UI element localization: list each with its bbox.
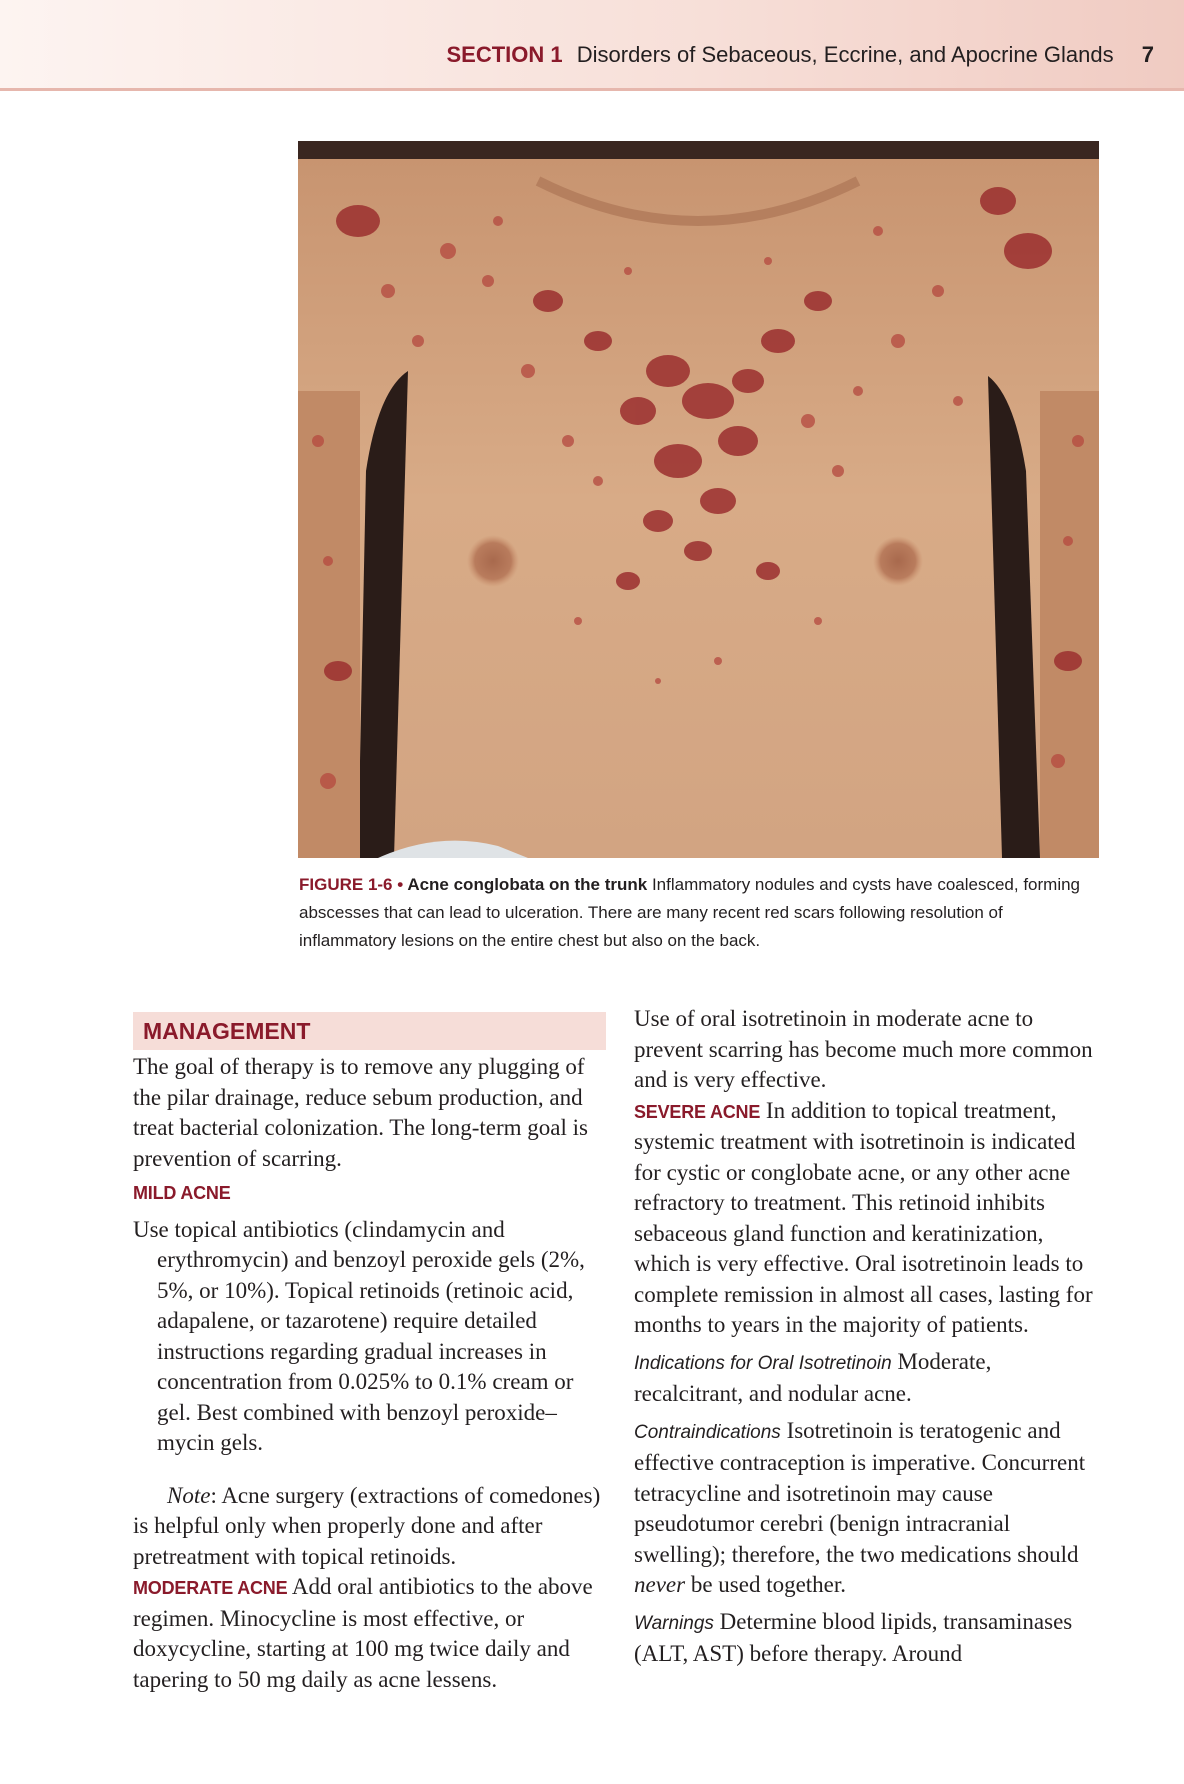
moderate-acne-heading: MODERATE ACNE [133,1578,288,1598]
indications-text: Moderate, recalcitrant, and nodular acne. [634,1348,992,1406]
note-label: Note [167,1482,211,1508]
mild-acne-heading: MILD ACNE [133,1183,231,1203]
figure-caption [299,871,1099,955]
note-paragraph [133,1481,606,1573]
contraindications-paragraph [634,1416,1104,1601]
severe-acne-heading: SEVERE ACNE [634,1101,761,1122]
severe-acne-text: In addition to topical treatment, systemic treatment with isotretinoin is indicated for cystic or conglobate acne, or any other acne refractory to treatment. This retinoid inhibits sebaceous gland function and keratinization, which is very effective. Oral isotretinoin leads to complete remission in almost all cases, lasting for months to years in the majority of patients. [634,1097,1093,1337]
indications-heading: Indications for Oral Isotretinoin [634,1352,892,1374]
running-head [447,42,1155,68]
moderate-acne-text: Add oral antibiotics to the above regimen. Minocycline is most effective, or doxycycline, starting at 100 mg twice daily and tapering to 50 mg daily as acne lessens. [133,1574,593,1692]
management-heading: MANAGEMENT [133,1012,606,1050]
warnings-text: Determine blood lipids, transaminases (ALT, AST) before therapy. Around [634,1608,1073,1666]
right-column [634,1004,1104,1670]
contraindications-text-after: be used together. [685,1572,847,1597]
section-label: SECTION 1 [446,42,563,67]
note-text: : Acne surgery (extractions of comedones) is helpful only when properly done and after pretreatment with topical retinoids. [133,1482,601,1569]
page-number: 7 [1141,42,1154,67]
contraindications-text-before: Isotretinoin is teratogenic and effective contraception is imperative. Concurrent tetracycline and isotretinoin may cause pseudotumor cerebri (benign intracranial swelling); therefore, the two medications should [634,1417,1086,1567]
warnings-paragraph [634,1607,1104,1670]
section-title: Disorders of Sebaceous, Eccrine, and Apocrine Glands [576,42,1114,67]
page-header [0,0,1184,91]
severe-acne-paragraph [634,1096,1104,1341]
indications-paragraph [634,1347,1104,1410]
caption-separator: • [392,875,408,894]
figure-title: Acne conglobata on the trunk [407,875,648,894]
moderate-acne-paragraph [133,1572,606,1695]
figure-photo [298,141,1099,858]
caption-text: Inflammatory nodules and cysts have coalesced, forming abscesses that can lead to ulceration. There are many recent red scars following resolution of inflammatory lesions on the entire chest but also on the back. [299,875,1080,950]
warnings-heading: Warnings [634,1612,714,1634]
figure-label: FIGURE 1-6 [299,875,393,894]
acne-chest-photo [298,141,1099,858]
moderate-acne-continued: Use of oral isotretinoin in moderate acne to prevent scarring has become much more common and is very effective. [634,1006,1093,1092]
contraindications-emphasis: never [634,1572,686,1597]
left-column [133,1004,606,1695]
management-intro: The goal of therapy is to remove any plugging of the pilar drainage, reduce sebum production, and treat bacterial colonization. The long-term goal is prevention of scarring. [133,1054,588,1171]
mild-acne-text: Use topical antibiotics (clindamycin and erythromycin) and benzoyl peroxide gels (2%, 5%, or 10%). Topical retinoids (retinoic acid, adapalene, or tazarotene) require detailed instructions regarding gradual increases in concentration from 0.025% to 0.1% cream or gel. Best combined with benzoyl peroxide–mycin gels. [133,1216,585,1455]
contraindications-heading: Contraindications [634,1421,781,1443]
